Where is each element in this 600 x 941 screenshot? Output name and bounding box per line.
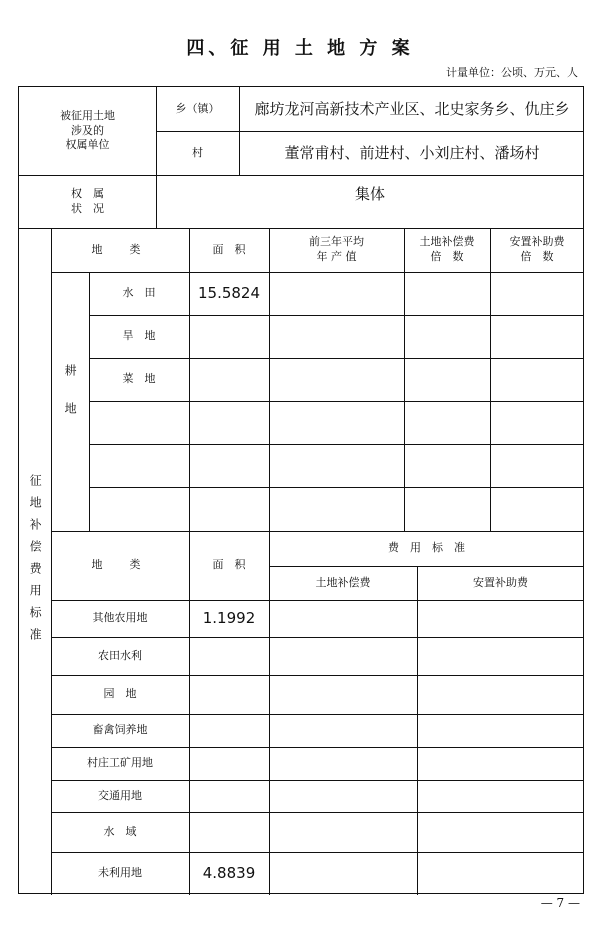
- other-row-area: [189, 780, 269, 812]
- other-header-resettle: 安置补助费: [473, 575, 528, 589]
- other-row-type: 水 域: [103, 824, 137, 838]
- other-row-type: 其他农用地: [92, 611, 148, 625]
- township-label: 乡（镇）: [175, 101, 220, 115]
- other-row-area: 1.1992: [202, 609, 256, 628]
- cultivated-header-area: 面 积: [212, 242, 246, 256]
- cultivated-row-area: [189, 358, 269, 401]
- other-row-area: [189, 637, 269, 675]
- other-header-area: 面 积: [212, 558, 246, 572]
- ownership-label: 权 属 状 况: [71, 186, 104, 215]
- village-label: 村: [192, 145, 203, 159]
- other-row-type: 未利用地: [98, 865, 142, 879]
- other-row-type: 村庄工矿用地: [87, 756, 153, 770]
- land-requisition-table: [18, 86, 584, 894]
- cultivated-row-area: 15.5824: [197, 284, 261, 303]
- cultivated-row-area: [189, 315, 269, 358]
- cultivated-row-type: 菜 地: [122, 372, 156, 386]
- other-row-type: 农田水利: [98, 648, 142, 662]
- other-header-type: 地 类: [91, 558, 149, 572]
- other-header-fee-standard: 费 用 标 准: [388, 541, 465, 555]
- cultivated-header-resettle: 安置补助费 倍 数: [509, 235, 565, 263]
- cultivated-row-type: 水 田: [122, 286, 156, 300]
- page-title: 四、征 用 土 地 方 案: [186, 38, 414, 59]
- other-row-area: 4.8839: [202, 863, 256, 882]
- unit-note: 计量单位：公顷、万元、人: [446, 66, 578, 79]
- other-row-area: [189, 675, 269, 714]
- other-row-type: 园 地: [103, 687, 137, 701]
- cultivated-label: 耕地: [63, 363, 78, 440]
- cultivated-header-land-comp: 土地补偿费 倍 数: [419, 235, 475, 263]
- other-row-area: [189, 812, 269, 852]
- cultivated-header-avg-output: 前三年平均 年 产 值: [309, 235, 364, 263]
- other-row-type: 畜禽饲养地: [92, 723, 148, 737]
- other-row-type: 交通用地: [98, 788, 142, 802]
- other-header-land-comp: 土地补偿费: [315, 575, 371, 589]
- cultivated-row-type: 旱 地: [122, 329, 156, 343]
- cultivated-header-type: 地 类: [91, 242, 149, 256]
- ownership-value: 集体: [354, 184, 385, 203]
- page-number: — 7 —: [540, 896, 580, 910]
- owner-label: 被征用土地 涉及的 权属单位: [60, 108, 115, 152]
- other-row-area: [189, 747, 269, 780]
- other-row-area: [189, 714, 269, 747]
- village-value: 董常甫村、前进村、小刘庄村、潘场村: [284, 143, 540, 162]
- side-label-fee-standard: 征地补偿费用标准: [28, 473, 43, 650]
- township-value: 廊坊龙河高新技术产业区、北史家务乡、仇庄乡: [254, 99, 570, 118]
